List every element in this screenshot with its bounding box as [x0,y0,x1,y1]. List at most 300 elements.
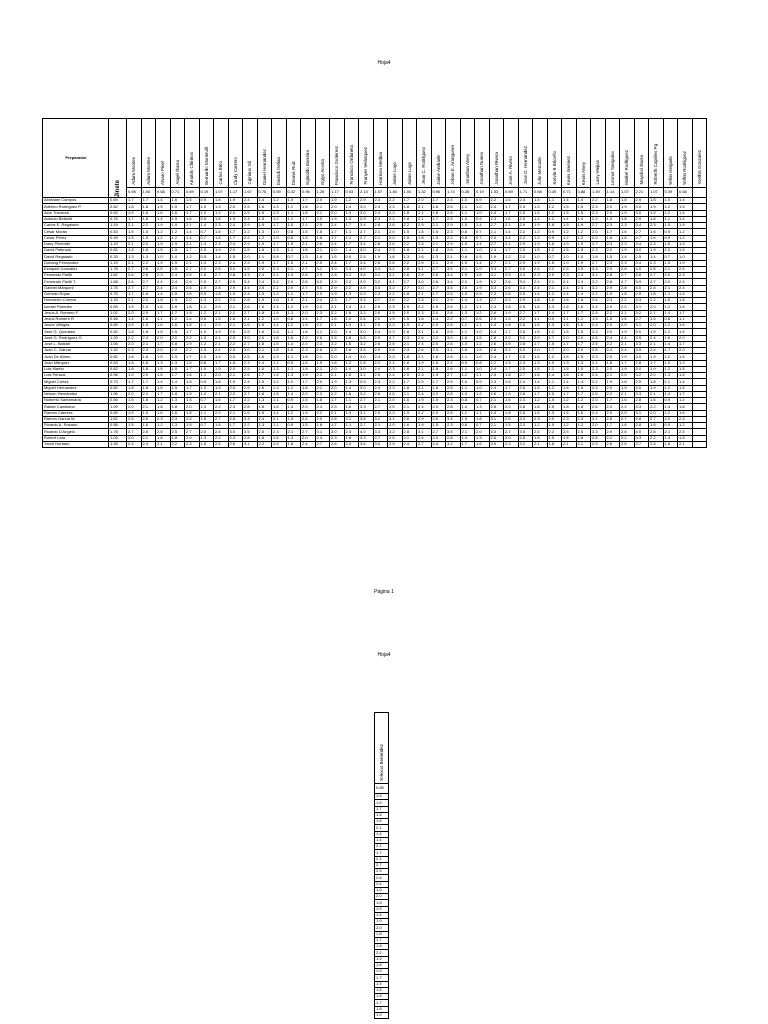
table-cell: 2.1 [315,204,330,210]
jockey-name: Julio Mercado [537,156,543,185]
table-cell: 2.1 [228,410,243,416]
table-cell: 1.8 [301,354,316,360]
table-cell: 1.1 [286,216,301,222]
table-cell: 2.0 [605,366,620,372]
trainer-name: Juan C. García [43,348,109,354]
jockey-header [576,119,591,188]
table-row [43,310,707,316]
table-cell: 2.0 [388,398,403,404]
table-cell: 2.3 [315,391,330,397]
table-cell: 1.8 [375,994,389,1000]
table-cell: 3.3 [634,298,649,304]
table-cell: 1.6 [272,404,287,410]
table-cell: 2.3 [373,291,388,297]
table-cell: 2.1 [417,366,432,372]
table-cell: 1.8 [576,298,591,304]
table-cell: 2.3 [373,198,388,204]
table-cell: 2.0 [301,404,316,410]
table-cell: 2.7 [301,266,316,272]
table-cell: 3.2 [359,391,374,397]
table-cell: 2.2 [388,291,403,297]
table-cell: 1.9 [330,291,345,297]
table-cell: 2.5 [620,441,635,447]
table-cell: 2.8 [518,391,533,397]
table-cell: 3.0 [228,266,243,272]
table-cell: 3.2 [634,310,649,316]
table-cell: 1.4 [170,379,185,385]
table-cell: 1.5 [156,204,171,210]
table-cell: 1.3 [272,248,287,254]
table-cell: 2.5 [518,385,533,391]
table-cell: 1.2 [663,204,678,210]
table-cell: 1.8 [533,298,548,304]
table-cell: 2.0 [475,429,490,435]
table-cell: 2.0 [431,310,446,316]
table-cell: 2.3 [388,248,403,254]
table-cell: 1.9 [417,360,432,366]
header-row [43,119,707,188]
table-cell: 2.1 [504,223,519,229]
table-cell: 2.1 [649,391,664,397]
table-cell: 1.6 [375,800,389,806]
table-cell: 1.0 [576,254,591,260]
table-cell: 2.7 [489,260,504,266]
table-cell: 2.1 [547,285,562,291]
table-cell: 1.5 [547,391,562,397]
table-cell: 1.8 [214,379,229,385]
table-cell: 2.1 [141,391,156,397]
table-cell: 3.2 [518,441,533,447]
table-cell: 1.6 [547,260,562,266]
table-cell: 2.2 [330,310,345,316]
table-cell: 1.3 [199,435,214,441]
jockey-factor: 1.28 [315,188,330,198]
table-cell: 2.0 [489,235,504,241]
table-cell: 3.4 [359,223,374,229]
table-cell: 1.2 [272,216,287,222]
table-row [43,398,707,404]
table-cell: 2.6 [489,310,504,316]
table-cell: 1.9 [141,304,156,310]
trainer-name: José G. Querales [43,329,109,335]
table-cell: 1.9 [170,260,185,266]
jockey-header [591,119,606,188]
table-cell: 1.0 [547,398,562,404]
table-cell: 2.9 [518,298,533,304]
table-cell: 1.4 [156,291,171,297]
table-cell: 3.1 [417,266,432,272]
table-cell: 1.7 [185,204,200,210]
table-cell: 1.6 [620,235,635,241]
table-cell: 2.5 [504,416,519,422]
table-cell: 1.6 [547,223,562,229]
table-cell: 1.8 [214,216,229,222]
table-cell: 0.7 [199,229,214,235]
table-cell: 0.9 [547,316,562,322]
table-cell: 2.3 [576,273,591,279]
table-cell: 1.1 [663,379,678,385]
jockey-name: Cindy Carrero [232,156,238,185]
table-cell: 2.4 [301,441,316,447]
jockey-factor: 1.00 [141,188,156,198]
table-cell: 1.5 [170,248,185,254]
table-cell: 1.2 [576,398,591,404]
table-cell: 1.9 [649,354,664,360]
table-cell: 1.5 [533,204,548,210]
table-cell: 2.1 [402,391,417,397]
table-cell: 1.7 [375,806,389,812]
trainer-factor: 1.06 [109,391,127,397]
table-cell: 2.8 [605,273,620,279]
table-cell: 2.5 [359,254,374,260]
table-cell: 2.3 [170,273,185,279]
trainer-name: Ramón Cabrera [43,410,109,416]
table-cell: 1.6 [402,398,417,404]
table-cell: 2.5 [330,335,345,341]
table-cell: 1.8 [620,198,635,204]
jockey-name: Bernardo Monteulli [203,147,209,185]
table-cell: 1.7 [127,379,142,385]
table-cell: 1.0 [344,316,359,322]
table-cell: 1.8 [257,404,272,410]
table-cell: 1.7 [344,241,359,247]
table-cell: 0.9 [663,423,678,429]
table-cell: 2.1 [375,825,389,831]
table-cell: 1.5 [170,385,185,391]
table-cell: 2.5 [591,310,606,316]
table-cell: 1.7 [330,398,345,404]
table-cell: 1.5 [576,248,591,254]
table-cell: 0.8 [475,360,490,366]
table-cell: 2.4 [431,441,446,447]
table-cell: 2.4 [228,223,243,229]
jockey-factor: 1.17 [228,188,243,198]
table-cell: 2.1 [489,398,504,404]
table-cell: 3.4 [359,241,374,247]
table-cell: 1.9 [286,416,301,422]
trainer-name: Yamir Hurtado [43,441,109,447]
table-cell: 2.0 [605,304,620,310]
table-cell: 1.8 [257,435,272,441]
table-cell: 1.4 [649,254,664,260]
table-cell: 2.4 [214,348,229,354]
table-cell: 2.2 [649,435,664,441]
table-cell: 2.3 [605,260,620,266]
table-cell: 0.8 [286,235,301,241]
table-cell: 2.7 [373,298,388,304]
table-cell: 2.0 [417,379,432,385]
table-cell: 2.4 [330,223,345,229]
table-cell: 2.5 [257,266,272,272]
table-cell: 1.6 [257,323,272,329]
table-cell: 2.2 [243,423,258,429]
table-cell: 2.3 [591,248,606,254]
table-cell: 2.1 [330,410,345,416]
table-cell: 1.9 [562,260,577,266]
table-cell: 1.6 [402,360,417,366]
table-cell: 3.1 [388,279,403,285]
jockey-factor: 0.71 [170,188,185,198]
table-cell: 1.8 [315,423,330,429]
table-cell: 1.7 [330,423,345,429]
jockey-header [388,119,403,188]
table-cell: 1.9 [475,285,490,291]
table-cell: 2.8 [620,266,635,272]
table-cell: 0.7 [475,229,490,235]
table-cell: 3.0 [634,385,649,391]
jockey-name: Darrick Delian [276,156,282,185]
table-cell: 2.2 [388,379,403,385]
jockey-factor: 1.07 [214,188,229,198]
table-cell: 3.2 [634,373,649,379]
table-cell: 3.3 [243,273,258,279]
jockey-name: Harrison Medina [377,151,383,185]
table-cell: 2.3 [388,385,403,391]
table-cell: 1.5 [170,366,185,372]
table-cell: 2.3 [141,348,156,354]
table-cell: 1.8 [504,323,519,329]
table-cell: 1.7 [141,379,156,385]
table-cell: 2.3 [170,416,185,422]
table-cell: 1.5 [562,366,577,372]
trainer-name: César Morán [43,229,109,235]
table-row [43,416,707,422]
table-cell: 2.2 [605,391,620,397]
table-cell: 1.8 [170,391,185,397]
table-cell: 2.3 [518,423,533,429]
table-cell: 1.2 [170,229,185,235]
table-cell: 1.5 [678,204,693,210]
table-cell: 1.4 [475,260,490,266]
table-cell: 1.8 [301,385,316,391]
table-cell: 1.6 [375,887,389,893]
table-cell: 2.6 [431,416,446,422]
table-cell: 2.1 [214,391,229,397]
table-cell: 2.6 [446,366,461,372]
table-cell: 1.8 [344,335,359,341]
table-cell: 2.0 [185,298,200,304]
table-cell: 2.0 [228,248,243,254]
table-cell: 1.5 [533,329,548,335]
table-cell: 2.2 [605,404,620,410]
table-cell: 0.8 [199,360,214,366]
table-cell: 1.8 [141,329,156,335]
table-cell: 3.2 [446,441,461,447]
table-cell: 1.1 [199,373,214,379]
table-cell: 2.5 [518,204,533,210]
table-cell: 1.0 [286,198,301,204]
jockey-factor: 0.89 [375,784,389,794]
table-cell: 1.2 [460,410,475,416]
trainer-factor: 1.78 [109,266,127,272]
table-cell: 1.2 [663,248,678,254]
table-cell: 2.9 [417,416,432,422]
table-cell: 1.1 [286,204,301,210]
table-cell: 2.8 [518,404,533,410]
table-cell: 2.6 [301,273,316,279]
table-cell: 2.8 [634,423,649,429]
table-cell: 2.4 [489,410,504,416]
table-cell: 3.5 [359,348,374,354]
table-cell: 3.2 [388,285,403,291]
table-cell: 2.1 [533,441,548,447]
table-cell: 2.9 [634,379,649,385]
table-cell: 1.0 [199,385,214,391]
table-cell: 3.5 [243,429,258,435]
table-cell: 1.7 [605,398,620,404]
table-row [43,204,707,210]
table-cell: 2.2 [315,304,330,310]
table-row [43,260,707,266]
table-cell: 1.8 [431,354,446,360]
table-cell: 1.5 [185,398,200,404]
table-cell: 1.9 [504,391,519,397]
table-cell: 1.0 [475,204,490,210]
table-cell: 0.9 [475,216,490,222]
table-cell: 2.0 [228,385,243,391]
table-cell: 2.5 [388,391,403,397]
table-cell: 2.1 [214,310,229,316]
table-cell: 3.4 [446,279,461,285]
table-cell: 1.8 [199,273,214,279]
table-cell: 2.1 [185,260,200,266]
table-cell: 2.7 [518,373,533,379]
table-cell: 1.8 [605,360,620,366]
table-row [43,423,707,429]
table-cell: 1.8 [272,335,287,341]
table-cell: 1.6 [170,198,185,204]
table-cell: 1.4 [547,373,562,379]
trainer-name: Gabriel Márquez [43,285,109,291]
table-cell: 1.8 [170,341,185,347]
table-cell: 2.6 [373,341,388,347]
table-cell: 1.9 [649,210,664,216]
table-cell: 2.3 [388,304,403,310]
table-cell: 1.6 [475,441,490,447]
table-cell: 1.5 [533,366,548,372]
table-cell: 2.0 [301,435,316,441]
table-cell: 2.3 [315,310,330,316]
table-cell: 2.0 [127,391,142,397]
table-cell: 0.9 [663,229,678,235]
table-cell: 1.5 [156,366,171,372]
table-cell: 3.1 [634,410,649,416]
table-cell: 1.7 [330,235,345,241]
table-cell: 1.4 [375,837,389,843]
table-cell: 1.4 [272,373,287,379]
table-cell: 2.5 [678,429,693,435]
table-cell: 1.8 [257,341,272,347]
table-cell: 2.3 [141,335,156,341]
table-cell: 2.0 [620,304,635,310]
table-cell: 2.5 [417,241,432,247]
table-cell: 2.3 [620,223,635,229]
table-cell: 1.5 [301,398,316,404]
table-cell: 2.4 [141,441,156,447]
trainer-name: Abraham Campos [43,198,109,204]
table-cell: 1.2 [678,398,693,404]
table-cell: 3.8 [634,416,649,422]
table-cell: 1.7 [504,366,519,372]
table-cell: 2.7 [634,229,649,235]
table-cell: 2.7 [359,235,374,241]
table-cell: 1.9 [301,410,316,416]
table-cell: 2.2 [228,310,243,316]
table-cell: 2.1 [330,323,345,329]
table-cell: 2.3 [591,210,606,216]
table-cell: 1.6 [315,254,330,260]
table-cell: 2.9 [605,285,620,291]
table-cell: 2.6 [373,310,388,316]
table-cell: 1.6 [649,423,664,429]
table-cell: 2.2 [518,229,533,235]
table-cell: 2.8 [518,341,533,347]
table-cell: 2.2 [243,229,258,235]
table-cell: 0.9 [547,235,562,241]
table-cell: 3.0 [634,354,649,360]
trainer-factor: 1.45 [109,441,127,447]
table-cell: 1.2 [272,291,287,297]
table-cell: 2.4 [257,279,272,285]
table-cell: 1.8 [301,366,316,372]
table-cell: 1.8 [402,216,417,222]
table-cell: 2.2 [620,298,635,304]
table-cell: 1.9 [301,304,316,310]
table-cell: 1.5 [475,335,490,341]
table-cell: 1.2 [562,398,577,404]
table-cell: 1.4 [156,379,171,385]
table-cell: 2.0 [402,373,417,379]
trainer-factor: 1.68 [109,279,127,285]
table-cell: 2.4 [156,285,171,291]
table-cell: 2.0 [591,229,606,235]
table-cell: 1.5 [127,229,142,235]
table-cell: 1.4 [576,198,591,204]
table-cell: 1.9 [489,254,504,260]
table-cell: 1.5 [504,398,519,404]
table-cell: 2.0 [547,273,562,279]
trainer-factor: 0.96 [109,373,127,379]
table-cell: 0.8 [286,316,301,322]
table-cell: 1.8 [301,210,316,216]
jockey-header [402,119,417,188]
table-cell: 2.0 [663,273,678,279]
table-cell: 2.8 [402,429,417,435]
table-cell: 1.8 [475,273,490,279]
table-cell: 1.4 [504,229,519,235]
jockey-factor: 0.19 [475,188,490,198]
trainer-factor: 0.89 [109,304,127,310]
table-cell: 1.7 [185,248,200,254]
table-cell: 1.9 [460,416,475,422]
jockey-header [605,119,620,188]
table-cell: 1.8 [272,348,287,354]
table-cell: 1.0 [475,210,490,216]
table-cell: 1.3 [286,310,301,316]
table-cell: 2.6 [243,323,258,329]
table-cell: 1.2 [257,235,272,241]
table-cell: 2.9 [388,441,403,447]
table-cell: 3.1 [591,416,606,422]
table-cell: 2.6 [431,279,446,285]
table-cell: 1.8 [257,391,272,397]
table-cell: 1.2 [344,198,359,204]
table-cell: 3.2 [373,273,388,279]
table-cell: 1.5 [504,423,519,429]
table-cell: 1.2 [460,304,475,310]
table-cell: 1.5 [127,235,142,241]
table-cell: 2.3 [431,348,446,354]
